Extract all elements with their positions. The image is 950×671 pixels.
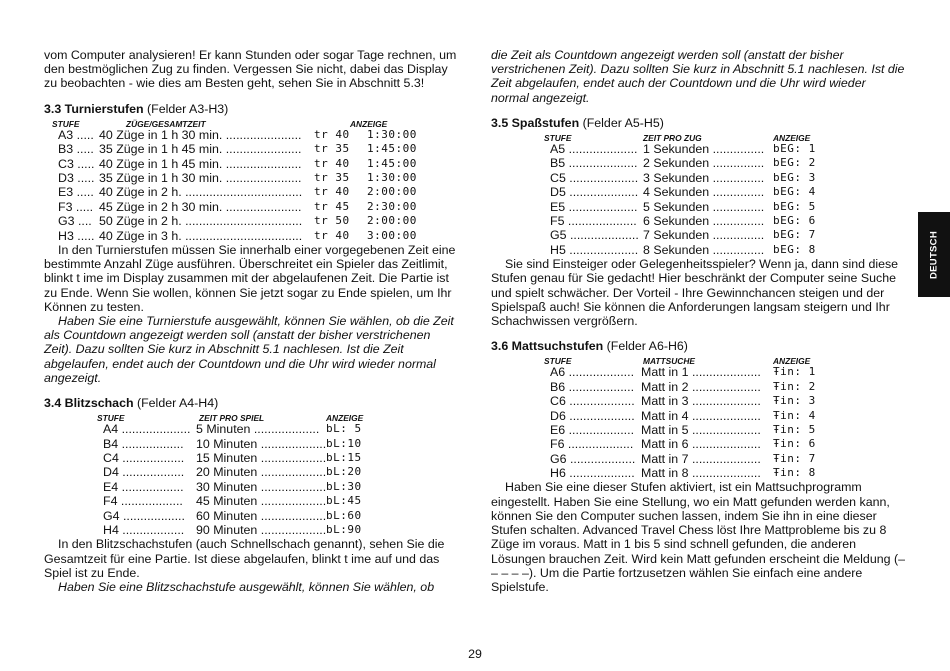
display-cell: bL:90 [326, 522, 362, 536]
display-time-cell: 2:00:00 [367, 185, 417, 199]
description-cell: Matt in 8 .................... [641, 466, 761, 481]
level-cell: F4 .................. [103, 494, 183, 509]
level-cell: G4 .................. [103, 508, 185, 523]
description-cell: 40 Züge in 2 h. .................................. [99, 185, 303, 200]
display-cell: Ŧin: 3 [773, 394, 816, 408]
display-cell: bEG: 8 [773, 242, 816, 256]
table-row [44, 200, 458, 214]
section-3-4-note: Haben Sie eine Blitzschachstufe ausgewählt, können Sie wählen, ob [58, 579, 435, 594]
description-cell: 40 Züge in 3 h. .................................. [99, 228, 303, 243]
level-cell: D3 ..... [58, 170, 95, 185]
table-3-6-header: STUFE MATTSUCHE ANZEIGE [544, 356, 811, 367]
section-3-5-paragraph: Sie sind Einsteiger oder Gelegenheitsspieler? Wenn ja, dann sind diese Stufen genau für Sie gedacht! Hier beschränkt der Computer seine Suche und spielt schwächer. Der Vorteil - Ihre Gewinnchancen steigen und der Spielspaß auch! Sie können die Anforderungen langsam steigern und Ihr Schachwissen vergrößern. [491, 257, 899, 328]
level-cell: B3 ..... [58, 142, 94, 157]
description-cell: Matt in 1 .................... [641, 365, 761, 380]
display-cell: bL:45 [326, 494, 362, 508]
table-row [491, 214, 905, 228]
table-3-5-header: STUFE ZEIT PRO ZUG ANZEIGE [544, 133, 811, 144]
table-3-3-header: STUFE ZÜGE/GESAMTZEIT ANZEIGE [52, 118, 388, 129]
display-time-cell: 2:30:00 [367, 199, 417, 213]
level-cell: E6 ................... [550, 422, 635, 437]
level-cell: F6 ................... [550, 437, 634, 452]
table-row [491, 171, 905, 185]
display-cell: Ŧin: 4 [773, 408, 816, 422]
description-cell: Matt in 3 .................... [641, 394, 761, 409]
level-cell: G5 .................... [550, 228, 639, 243]
table-3-4 [44, 422, 458, 537]
display-cell: tr 40 [314, 185, 350, 199]
display-cell: Ŧin: 5 [773, 422, 816, 436]
level-cell: A4 .................... [103, 422, 191, 437]
table-row [491, 142, 905, 156]
table-row [44, 437, 458, 451]
table-row [491, 156, 905, 170]
section-3-4-paragraph: In den Blitzschachstufen (auch Schnellschach genannt), sehen Sie die Gesamtzeit für eine Partie. Ist diese abgelaufen, blinkt t ime auf und das Spiel ist zu Ende. [44, 537, 445, 580]
section-3-6-paragraph: Haben Sie eine dieser Stufen aktiviert, ist ein Mattsuchprogramm eingestellt. Haben Sie eine Stellung, wo ein Matt gefunden werden kann, können Sie den Computer suchen lassen, indem Sie ihn in eine dieser Stufen schalten. Advanced Travel Chess löst Ihre Mattprobleme bis zu 8 Züge im voraus. Matt in 1 bis 5 sind schnell gefunden, die anderen Lösungen brauchen Zeit. Wird kein Matt gefunden erscheint die Meldung (– – – – –). Um die Partie fortzusetzen wählen Sie einfach eine andere Spielstufe. [491, 480, 905, 594]
description-cell: 6 Sekunden ............... [643, 213, 765, 228]
description-cell: 7 Sekunden ............... [643, 228, 765, 243]
level-cell: E5 .................... [550, 199, 638, 214]
description-cell: 4 Sekunden ............... [643, 185, 765, 200]
description-cell: 15 Minuten ................... [196, 450, 327, 465]
level-cell: A6 ................... [550, 365, 635, 380]
table-row [491, 200, 905, 214]
table-row [44, 480, 458, 494]
display-time-cell: 3:00:00 [367, 228, 417, 242]
description-cell: 45 Züge in 2 h 30 min. ...................... [99, 199, 302, 214]
section-3-3-heading: 3.3 Turnierstufen (Felder A3-H3) [44, 101, 229, 116]
table-row [491, 409, 905, 423]
display-cell: bEG: 5 [773, 199, 816, 213]
table-row [44, 185, 458, 199]
level-cell: C3 ..... [58, 156, 95, 171]
table-row [44, 523, 458, 537]
description-cell: 90 Minuten ................... [196, 522, 327, 537]
level-cell: B6 ................... [550, 379, 635, 394]
description-cell: 50 Züge in 2 h. .................................. [99, 214, 303, 229]
description-cell: 35 Züge in 1 h 30 min. ...................... [99, 170, 302, 185]
table-row [44, 142, 458, 156]
display-cell: bL:20 [326, 465, 362, 479]
level-cell: A5 .................... [550, 142, 638, 157]
level-cell: F3 ..... [58, 199, 94, 214]
display-cell: Ŧin: 2 [773, 379, 816, 393]
description-cell: 20 Minuten ................... [196, 465, 327, 480]
level-cell: H5 .................... [550, 242, 639, 257]
display-time-cell: 1:45:00 [367, 142, 417, 156]
display-cell: bL:15 [326, 450, 362, 464]
description-cell: 5 Minuten ................... [196, 422, 320, 437]
right-column [491, 48, 905, 594]
description-cell: 8 Sekunden ............... [643, 242, 765, 257]
table-row [491, 452, 905, 466]
level-cell: H4 .................. [103, 522, 185, 537]
description-cell: Matt in 4 .................... [641, 408, 761, 423]
level-cell: F5 .................... [550, 213, 637, 228]
display-time-cell: 1:30:00 [367, 127, 417, 141]
level-cell: H3 ..... [58, 228, 95, 243]
table-row [491, 365, 905, 379]
table-row [491, 394, 905, 408]
display-time-cell: 2:00:00 [367, 214, 417, 228]
section-3-5-heading: 3.5 Spaßstufen (Felder A5-H5) [491, 115, 664, 130]
level-cell: A3 ..... [58, 127, 94, 142]
description-cell: 45 Minuten ................... [196, 494, 327, 509]
section-3-4-heading: 3.4 Blitzschach (Felder A4-H4) [44, 395, 219, 410]
table-row [491, 228, 905, 242]
display-cell: bL:60 [326, 508, 362, 522]
table-row [44, 422, 458, 436]
table-row [491, 380, 905, 394]
description-cell: 40 Züge in 1 h 45 min. ...................... [99, 156, 302, 171]
display-cell: tr 40 [314, 228, 350, 242]
display-cell: tr 50 [314, 214, 350, 228]
display-cell: bEG: 4 [773, 185, 816, 199]
description-cell: 10 Minuten ................... [196, 436, 327, 451]
display-cell: bEG: 7 [773, 228, 816, 242]
page-number: 29 [468, 647, 482, 661]
description-cell: Matt in 5 .................... [641, 422, 761, 437]
section-3-6-heading: 3.6 Mattsuchstufen (Felder A6-H6) [491, 339, 688, 354]
right-intro: die Zeit als Countdown angezeigt werden soll (anstatt der bisher verstrichenen Zeit). Dazu sollten Sie kurz in Abschnitt 5.1 nachlesen. Ist die Zeit abgelaufen, endet auch der Countdown und die Uhr wird wieder normal angezeigt. [491, 48, 905, 105]
display-cell: bEG: 3 [773, 170, 816, 184]
display-cell: tr 35 [314, 142, 350, 156]
language-tab: DEUTSCH [918, 212, 950, 297]
section-3-3-note: Haben Sie eine Turnierstufe ausgewählt, können Sie wählen, ob die Zeit als Countdown angezeigt werden soll (anstatt der bisher verstrichenen Zeit). Dazu sollten Sie kurz in Abschnitt 5.1 nachlesen. Ist die Zeit abgelaufen, endet auch der Countdown und die Uhr wird wieder normal angezeigt. [44, 313, 454, 385]
table-row [44, 128, 458, 142]
table-row [491, 243, 905, 257]
level-cell: H6 ................... [550, 466, 635, 481]
level-cell: C4 .................. [103, 450, 185, 465]
level-cell: D5 .................... [550, 185, 639, 200]
table-row [44, 509, 458, 523]
display-time-cell: 1:30:00 [367, 170, 417, 184]
table-row [491, 466, 905, 480]
table-3-5 [491, 142, 905, 257]
display-cell: Ŧin: 8 [773, 466, 816, 480]
level-cell: G3 .... [58, 214, 92, 229]
left-column [44, 48, 458, 594]
level-cell: E4 .................. [103, 479, 184, 494]
table-row [44, 214, 458, 228]
left-intro: vom Computer analysieren! Er kann Stunden oder sogar Tage rechnen, um den bestmöglichen Zug zu finden. Vergessen Sie nicht, dabei das Display zu beobachten - wie dies am Besten geht, sehen Sie in Abschnitt 5.3! [44, 48, 457, 91]
level-cell: G6 ................... [550, 451, 636, 466]
description-cell: Matt in 6 .................... [641, 437, 761, 452]
table-row [44, 157, 458, 171]
table-3-4-header: STUFE ZEIT PRO SPIEL ANZEIGE [97, 413, 364, 424]
table-row [44, 494, 458, 508]
display-cell: tr 40 [314, 156, 350, 170]
display-cell: bEG: 1 [773, 142, 816, 156]
table-row [491, 185, 905, 199]
table-row [44, 171, 458, 185]
display-cell: Ŧin: 6 [773, 437, 816, 451]
description-cell: 5 Sekunden ............... [643, 199, 765, 214]
table-3-3 [44, 128, 458, 243]
level-cell: D4 .................. [103, 465, 185, 480]
description-cell: 1 Sekunden ............... [643, 142, 765, 157]
display-cell: bL:30 [326, 479, 362, 493]
level-cell: B5 .................... [550, 156, 638, 171]
display-cell: tr 35 [314, 170, 350, 184]
display-cell: bL:10 [326, 436, 362, 450]
level-cell: D6 ................... [550, 408, 635, 423]
display-cell: tr 45 [314, 199, 350, 213]
table-3-6 [491, 365, 905, 480]
table-row [491, 437, 905, 451]
level-cell: E3 ..... [58, 185, 94, 200]
level-cell: C5 .................... [550, 170, 639, 185]
description-cell: Matt in 2 .................... [641, 379, 761, 394]
description-cell: Matt in 7 .................... [641, 451, 761, 466]
description-cell: 2 Sekunden ............... [643, 156, 765, 171]
display-cell: tr 40 [314, 127, 350, 141]
level-cell: B4 .................. [103, 436, 184, 451]
level-cell: C6 ................... [550, 394, 635, 409]
description-cell: 3 Sekunden ............... [643, 170, 765, 185]
table-row [44, 451, 458, 465]
table-row [491, 423, 905, 437]
display-cell: bEG: 2 [773, 156, 816, 170]
display-cell: Ŧin: 1 [773, 365, 816, 379]
table-row [44, 229, 458, 243]
table-row [44, 465, 458, 479]
display-cell: Ŧin: 7 [773, 451, 816, 465]
description-cell: 40 Züge in 1 h 30 min. ...................... [99, 127, 302, 142]
description-cell: 35 Züge in 1 h 45 min. ...................... [99, 142, 302, 157]
description-cell: 60 Minuten ................... [196, 508, 327, 523]
display-cell: bEG: 6 [773, 213, 816, 227]
description-cell: 30 Minuten ................... [196, 479, 327, 494]
section-3-3-paragraph: In den Turnierstufen müssen Sie innerhalb einer vorgegebenen Zeit eine bestimmte Anzahl Züge ausführen. Überschreitet ein Spieler das Zeitlimit, blinkt t ime im Display zusammen mit der abgelaufenen Zeit. Die Partie ist zu Ende. Wenn Sie wollen, können Sie jetzt sogar zu Ende spielen, um Ihr Können zu testen. [44, 242, 456, 314]
display-cell: bL: 5 [326, 422, 362, 436]
display-time-cell: 1:45:00 [367, 156, 417, 170]
